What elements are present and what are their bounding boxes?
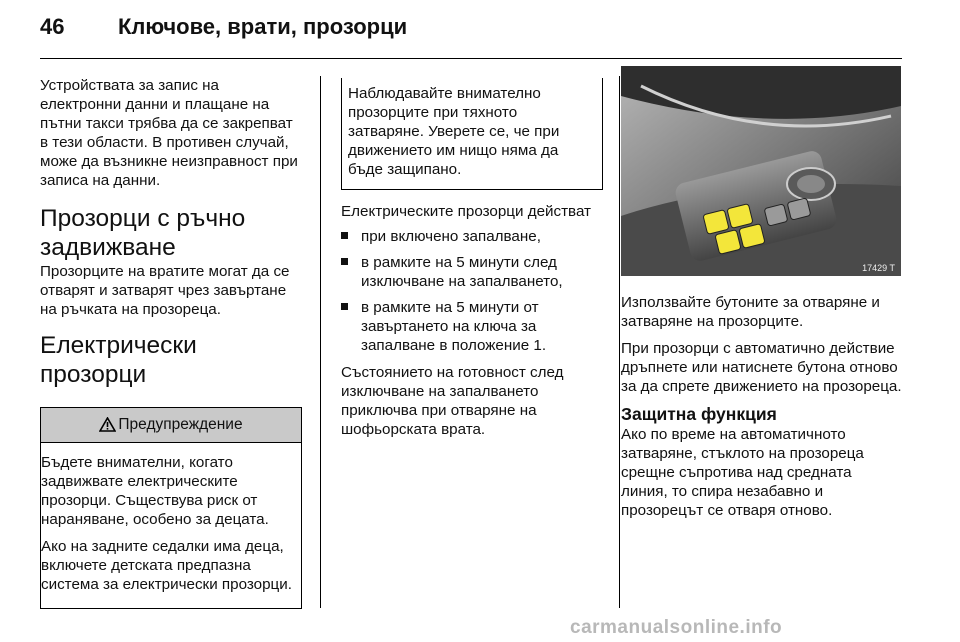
warning-title: Предупреждение (118, 416, 243, 433)
electric-windows-heading: Електрически прозорци (40, 332, 197, 388)
electric-windows-intro: Електрическите прозорци действат (341, 203, 592, 220)
bullet-icon (341, 303, 348, 310)
page-header (0, 0, 960, 60)
standby-paragraph: Състоянието на готовност след изключване на запалването приключва при отваряне на шофьорската врата. (341, 364, 564, 438)
intro-paragraph: Устройствата за запис на електронни данни и плащане на пътни такси трябва да се закрепват в тези области. В противен случай, може да възникне неизправност при записа на данни. (40, 77, 298, 189)
warning-paragraph-2: Ако на задните седалки има деца, включете детската предпазна система за електрически прозорци. (41, 538, 292, 593)
warning-box (40, 407, 302, 609)
manual-windows-text: Прозорците на вратите могат да се отварят и затварят чрез завъртане на ръчката на прозореца. (40, 263, 290, 318)
protection-heading: Защитна функция (621, 404, 777, 424)
note-text: Наблюдавайте внимателно прозорците при тяхното затваряне. Уверете се, че при движението им нищо няма да бъде защипано. (348, 85, 560, 178)
list-item: при включено запалване, (341, 227, 603, 246)
column-right (621, 66, 902, 528)
bullet-icon (341, 232, 348, 239)
page-title: Ключове, врати, прозорци (118, 14, 408, 39)
warning-triangle-icon (99, 417, 116, 432)
column-divider (320, 76, 321, 608)
column-left (40, 76, 302, 609)
page-number: 46 (40, 14, 65, 39)
column-middle (341, 76, 603, 447)
protection-paragraph: Ако по време на автоматичното затваряне, стъклото на прозореца срещне съпротива над средната линия, то спира незабавно и прозорецът се отваря отново. (621, 426, 864, 519)
warning-header (41, 407, 301, 443)
manual-windows-heading: Прозорци с ръчно задвижване (40, 205, 246, 261)
conditions-list (341, 227, 603, 355)
bullet-icon (341, 258, 348, 265)
note-box (341, 78, 603, 190)
window-switch-illustration (621, 66, 901, 276)
image-id-label: 17429 T (862, 263, 895, 273)
auto-windows-paragraph: При прозорци с автоматично действие дръпнете или натиснете бутона отново за да спрете движението на прозореца. (621, 340, 902, 395)
watermark: carmanualsonline.info (570, 617, 783, 638)
buttons-paragraph: Използвайте бутоните за отваряне и затваряне на прозорците. (621, 294, 880, 330)
warning-paragraph-1: Бъдете внимателни, когато задвижвате електрическите прозорци. Съществува риск от нараняване, особено за децата. (41, 454, 269, 528)
header-divider (40, 58, 902, 59)
list-item: в рамките на 5 минути след изключване на запалването, (341, 253, 603, 291)
column-divider (619, 76, 620, 608)
list-item: в рамките на 5 минути от завъртането на ключа за запалване в положение 1. (341, 298, 603, 355)
